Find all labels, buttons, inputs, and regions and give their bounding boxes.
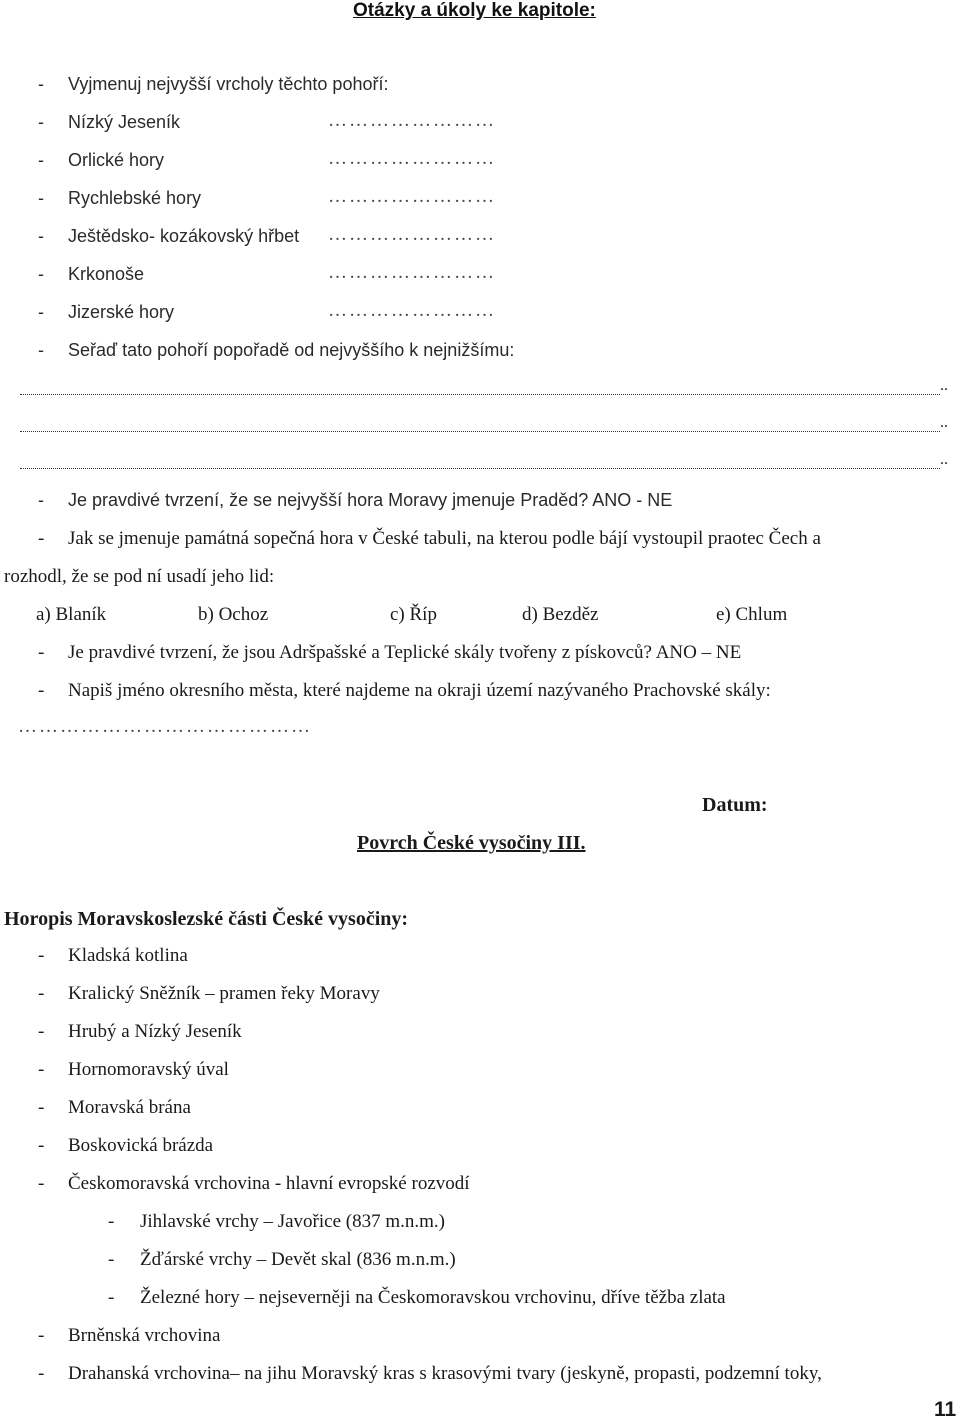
page-number: 11 — [934, 1398, 957, 1421]
sub-list-item-label: Železné hory – nejseverněji na Českomoravskou vrchovinu, dříve těžba zlata — [140, 1287, 726, 1308]
option-b[interactable]: b) Ochoz — [198, 604, 269, 625]
answer-line[interactable] — [20, 468, 940, 469]
dash: - — [108, 1211, 115, 1232]
answer-blank[interactable]: …………………… — [328, 262, 496, 283]
dash: - — [38, 1059, 45, 1080]
dash: - — [38, 680, 45, 701]
option-e[interactable]: e) Chlum — [716, 604, 788, 625]
dash: - — [38, 983, 45, 1004]
q4-text — [68, 642, 741, 664]
dash: - — [38, 642, 45, 663]
list-item-label: Brněnská vrchovina — [68, 1325, 221, 1346]
dash: - — [108, 1287, 115, 1308]
section-title: Povrch České vysočiny III. — [357, 832, 586, 854]
dash: - — [38, 150, 44, 170]
q2-text — [68, 490, 672, 511]
q4-answer[interactable]: ANO – NE — [655, 642, 742, 663]
list-item-label: Hrubý a Nízký Jeseník — [68, 1021, 242, 1042]
range-name: Ještědsko- kozákovský hřbet — [68, 226, 300, 246]
line-end: .. — [940, 451, 948, 468]
answer-blank[interactable]: …………………… — [328, 148, 496, 169]
dash: - — [38, 1325, 45, 1346]
dash: - — [38, 1135, 45, 1156]
dash: - — [38, 188, 44, 208]
answer-line[interactable] — [20, 431, 940, 432]
range-name: Nízký Jeseník — [68, 112, 181, 132]
dash: - — [38, 112, 44, 132]
list-item-label: Českomoravská vrchovina - hlavní evropské rozvodí — [68, 1173, 470, 1194]
option-c[interactable]: c) Říp — [390, 604, 437, 625]
range-name: Jizerské hory — [68, 302, 175, 322]
answer-blank[interactable]: …………………… — [328, 300, 496, 321]
dash: - — [38, 302, 44, 322]
q3-text-line1: Jak se jmenuje památná sopečná hora v České tabuli, na kterou podle bájí vystoupil praotec Čech a — [68, 528, 821, 549]
option-a[interactable]: a) Blaník — [36, 604, 107, 625]
q5-text: Napiš jméno okresního města, které najdeme na okraji území nazývaného Prachovské skály: — [68, 680, 771, 701]
line-end: .. — [940, 414, 948, 431]
dash: - — [38, 340, 44, 360]
answer-blank[interactable]: …………………… — [328, 224, 496, 245]
sub-list-item-label: Žďárské vrchy – Devět skal (836 m.n.m.) — [140, 1249, 456, 1270]
list-item-label: Boskovická brázda — [68, 1135, 214, 1156]
answer-line[interactable] — [20, 394, 940, 395]
datum-label: Datum: — [702, 794, 768, 816]
q4-question: Je pravdivé tvrzení, že jsou Adršpašské a Teplické skály tvořeny z pískovců? — [68, 642, 652, 663]
q1-intro: Vyjmenuj nejvyšší vrcholy těchto pohoří: — [68, 74, 389, 94]
dash: - — [38, 1363, 45, 1384]
dash: - — [38, 74, 44, 94]
q5-answer-blank[interactable]: …………………………………… — [18, 716, 312, 737]
dash: - — [38, 1173, 45, 1194]
questions-title: Otázky a úkoly ke kapitole: — [353, 0, 596, 21]
q2-question: Je pravdivé tvrzení, že se nejvyšší hora Moravy jmenuje Praděd? — [68, 490, 589, 510]
dash: - — [38, 226, 44, 246]
list-item-label: Drahanská vrchovina– na jihu Moravský kras s krasovými tvary (jeskyně, propasti, podzemní toky, — [68, 1363, 822, 1384]
sub-list-item-label: Jihlavské vrchy – Javořice (837 m.n.m.) — [140, 1211, 445, 1232]
list-item-label: Hornomoravský úval — [68, 1059, 229, 1080]
list-item-label: Kladská kotlina — [68, 945, 188, 966]
list-item-label: Kralický Sněžník – pramen řeky Moravy — [68, 983, 380, 1004]
range-name: Orlické hory — [68, 150, 165, 170]
dash: - — [38, 264, 44, 284]
line-end: .. — [940, 377, 948, 394]
dash: - — [38, 1021, 45, 1042]
answer-blank[interactable]: …………………… — [328, 110, 496, 131]
range-name: Rychlebské hory — [68, 188, 202, 208]
option-d[interactable]: d) Bezděz — [522, 604, 599, 625]
dash: - — [108, 1249, 115, 1270]
dash: - — [38, 490, 44, 510]
horopis-title: Horopis Moravskoslezské části České vysočiny: — [4, 908, 409, 930]
list-item-label: Moravská brána — [68, 1097, 191, 1118]
dash: - — [38, 528, 45, 549]
answer-blank[interactable]: …………………… — [328, 186, 496, 207]
dash: - — [38, 1097, 45, 1118]
q3-text-line2: rozhodl, že se pod ní usadí jeho lid: — [4, 566, 275, 587]
q2-answer[interactable]: ANO - NE — [592, 490, 673, 510]
dash: - — [38, 945, 45, 966]
order-task: Seřaď tato pohoří popořadě od nejvyššího k nejnižšímu: — [68, 340, 515, 360]
range-name: Krkonoše — [68, 264, 145, 284]
